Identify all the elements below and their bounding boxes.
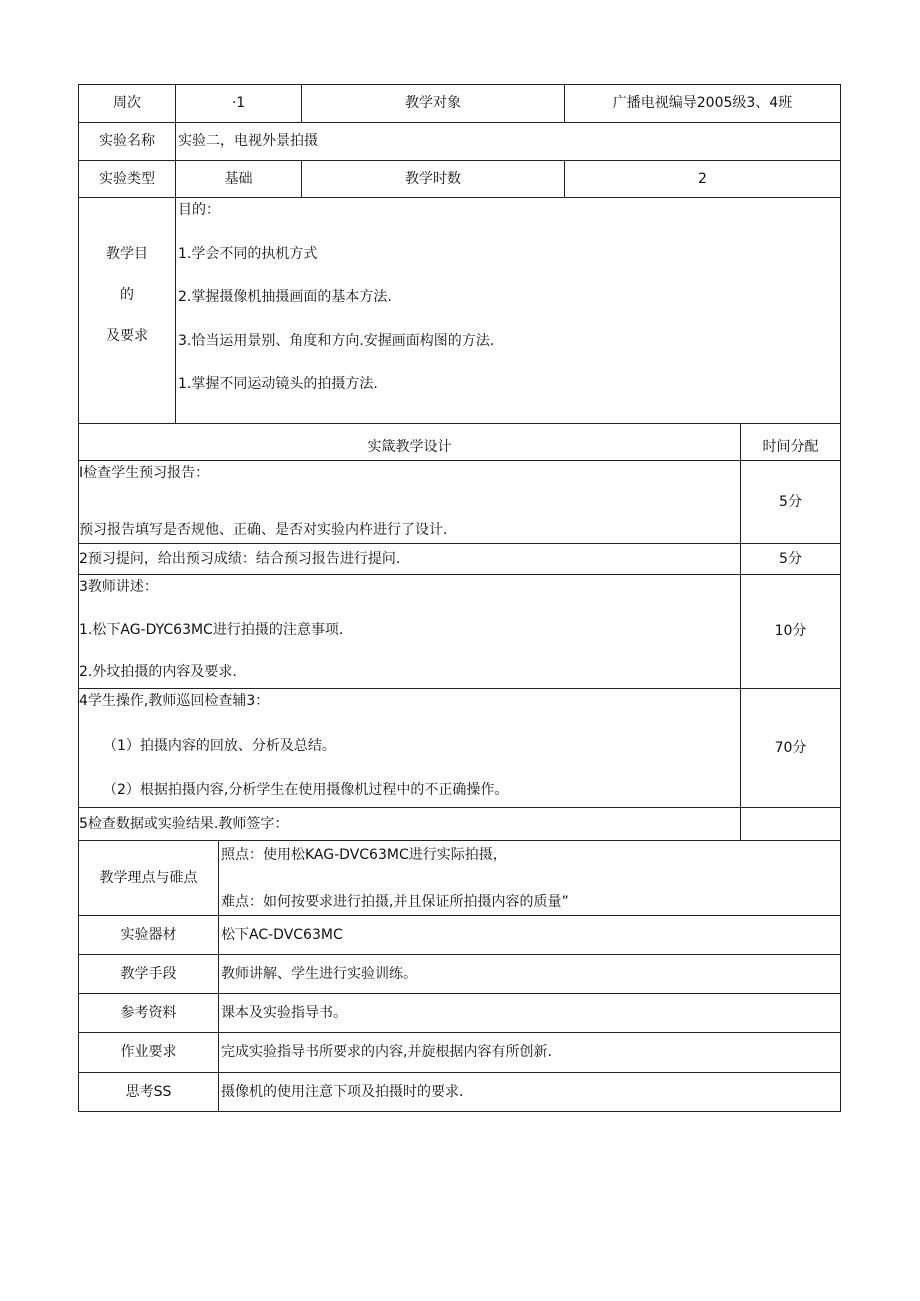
objectives-label-line: 的	[120, 287, 134, 304]
design-title: 实箴教学设计	[79, 424, 741, 461]
homework-value: 完成实验指导书所要求的内容,并旋根据内容有所创新.	[219, 1033, 841, 1073]
design-step-row	[79, 544, 841, 575]
target-label: 教学对象	[302, 85, 565, 123]
step-time: 5分	[741, 544, 841, 575]
thinking-row	[79, 1073, 841, 1112]
step-line: 2预习提问，给出预习成绩：结合预习报告进行提问.	[79, 550, 401, 567]
design-step-row	[79, 689, 841, 808]
design-step-content	[79, 544, 741, 575]
equipment-row	[79, 916, 841, 955]
reference-row	[79, 994, 841, 1033]
method-row	[79, 955, 841, 994]
design-step-content	[79, 461, 741, 544]
step-line: 4学生操作,教师巡回检查辅3：	[79, 693, 270, 709]
objectives-label-cell	[79, 198, 176, 424]
objective-line: 目的：	[178, 202, 220, 218]
objective-line: 2.掌握摄像机抽摄画面的基本方法.	[178, 289, 392, 306]
name-label: 实验名称	[79, 123, 176, 161]
objective-line: 1.掌握不同运动镜头的拍摄方法.	[178, 376, 378, 393]
time-allocation-header: 时间分配	[741, 424, 841, 461]
difficulty-label: 教学理点与碓点	[79, 841, 219, 916]
header-row-name	[79, 123, 841, 161]
design-step-content	[79, 575, 741, 689]
week-value: ·1	[176, 85, 302, 123]
objectives-label-line: 教学目	[106, 246, 148, 263]
design-step-content	[79, 689, 741, 808]
target-value: 广播电视编导2005级3、4班	[565, 85, 841, 123]
hours-value: 2	[565, 161, 841, 198]
reference-value: 课本及实验指导书。	[219, 994, 841, 1033]
type-value: 基础	[176, 161, 302, 198]
thinking-value: 摄像机的使用注意下项及拍摄时的要求.	[219, 1073, 841, 1112]
homework-row	[79, 1033, 841, 1073]
experiment-plan-table	[78, 84, 841, 1112]
type-label: 实验类型	[79, 161, 176, 198]
hours-label: 教学时数	[302, 161, 565, 198]
objective-line: 3.恰当运用景别、角度和方向.安握画面构图的方法.	[178, 332, 495, 349]
homework-label: 作业要求	[79, 1033, 219, 1073]
objectives-content	[176, 198, 841, 424]
difficulty-content	[219, 841, 841, 916]
step-line: 预习报告填写是否规他、正确、是否对实验内杵进行了设计.	[79, 522, 448, 539]
step-line: 1.松下AG-DYC63MC进行拍摄的注意事项.	[79, 621, 344, 638]
objectives-label-line: 及要求	[106, 327, 148, 344]
header-row-type	[79, 161, 841, 198]
method-label: 教学手段	[79, 955, 219, 994]
design-step-row	[79, 808, 841, 841]
design-step-content	[79, 808, 741, 841]
method-value: 教师讲解、学生进行实验训练。	[219, 955, 841, 994]
design-step-row	[79, 461, 841, 544]
step-line: 5检查数据或实验结果.教师签字：	[79, 815, 289, 832]
equipment-value: 松下AC-DVC63MC	[219, 916, 841, 955]
thinking-label: 思考SS	[79, 1073, 219, 1112]
week-label: 周次	[79, 85, 176, 123]
objectives-row	[79, 198, 841, 424]
name-value: 实验二，电视外景拍摄	[176, 123, 841, 161]
header-row-week	[79, 85, 841, 123]
step-line: I检查学生预习报告：	[79, 465, 210, 481]
difficulty-row	[79, 841, 841, 916]
step-line: （2）根据拍摄内容,分析学生在使用摄像机过程中的不正确操作。	[103, 782, 509, 799]
step-time	[741, 808, 841, 841]
step-line: （1）拍摄内容的回放、分析及总结。	[103, 737, 336, 754]
step-line: 2.外坟拍摄的内容及要求.	[79, 664, 237, 681]
reference-label: 参考资料	[79, 994, 219, 1033]
step-time: 5分	[741, 461, 841, 544]
difficulty-line: 照点：使用松KAG-DVC63MC进行实际拍摄，	[221, 847, 507, 863]
step-line: 3教师讲述：	[79, 579, 158, 595]
design-step-row	[79, 575, 841, 689]
design-header-row	[79, 424, 841, 461]
step-time: 10分	[741, 575, 841, 689]
objective-line: 1.学会不同的执机方式	[178, 245, 318, 262]
difficulty-line: 难点：如何按要求进行拍摄,并且保证所拍摄内容的质量”	[221, 894, 569, 911]
equipment-label: 实验器材	[79, 916, 219, 955]
step-time: 70分	[741, 689, 841, 808]
